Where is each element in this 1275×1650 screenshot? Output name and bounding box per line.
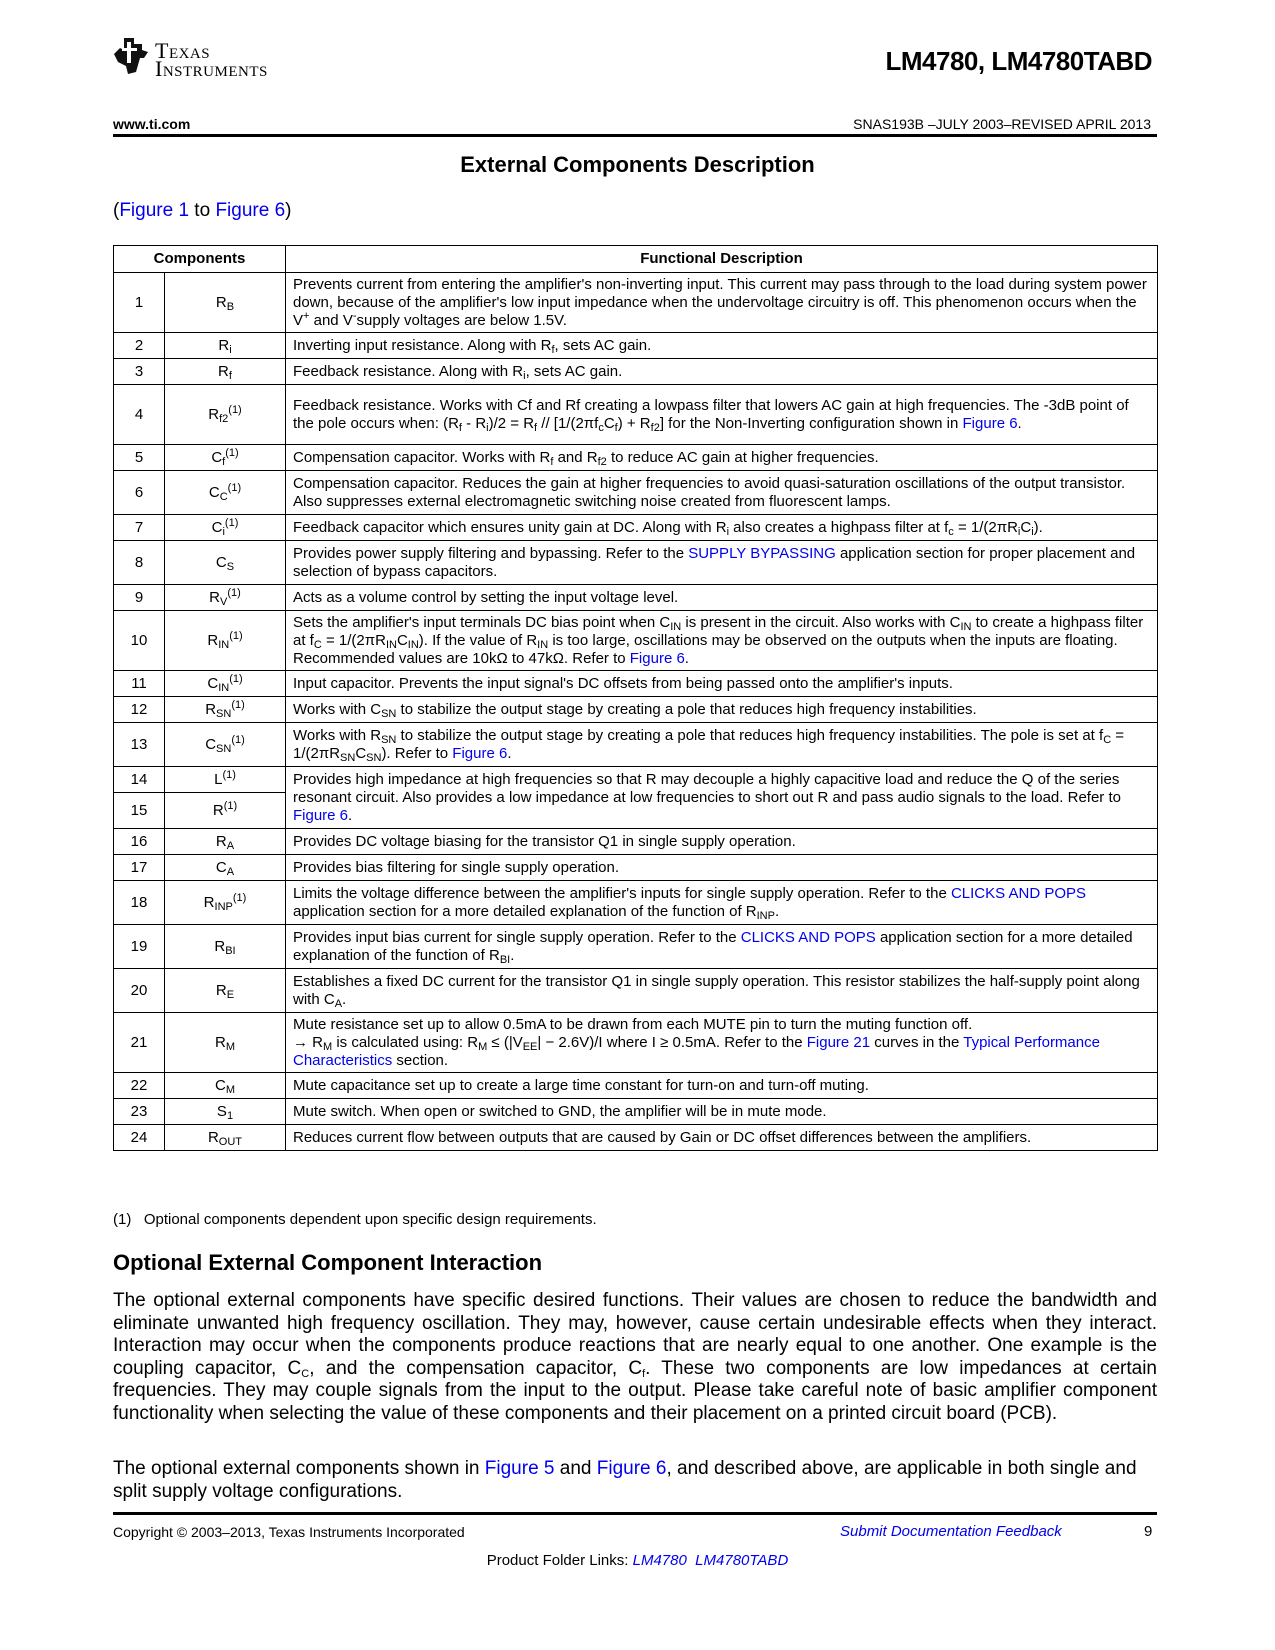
table-row xyxy=(114,333,1158,359)
component-symbol: $R_f$ xyxy=(165,359,286,385)
ti-logo-icon xyxy=(110,36,150,76)
header-rule xyxy=(113,134,1157,137)
page-number: 9 xyxy=(1144,1523,1153,1540)
table-row xyxy=(114,881,1158,925)
figure-6-link[interactable]: Figure 6 xyxy=(629,649,685,667)
row-number: 23 xyxy=(114,1099,165,1125)
row-number: 20 xyxy=(114,969,165,1013)
row-number: 5 xyxy=(114,445,165,471)
table-footnote: (1) Optional components dependent upon specific design requirements. xyxy=(113,1211,597,1228)
row-number: 9 xyxy=(114,585,165,611)
table-row xyxy=(114,1125,1158,1151)
row-description: Feedback resistance. Works with Cf and Rf creating a lowpass filter that lowers AC gain at high frequencies. The -3dB point of the pole occurs when: $(R_f - R_i)/2 = R_f // [1/(2\pi f_cC_f) + R_{f2}]$ for the Non-Inverting configuration shown in Figure 6. xyxy=(286,385,1158,445)
row-description: Provides power supply filtering and bypassing. Refer to the SUPPLY BYPASSING application section for proper placement and selection of bypass capacitors. xyxy=(286,541,1158,585)
row-number: 22 xyxy=(114,1073,165,1099)
component-symbol: $L^{(1)}$ xyxy=(165,767,286,793)
component-symbol: $C_S$ xyxy=(165,541,286,585)
component-symbol: $C_{SN}^{(1)}$ xyxy=(165,723,286,767)
row-description: Compensation capacitor. Reduces the gain at higher frequencies to avoid quasi-saturation oscillations of the output transistor. Also suppresses external electromagnetic switching noise created from fluorescent lamps. xyxy=(286,471,1158,515)
lm4780-link[interactable]: LM4780 xyxy=(632,1552,687,1569)
figure-6-link[interactable]: Figure 6 xyxy=(215,200,286,221)
row-description: Input capacitor. Prevents the input signal's DC offsets from being passed onto the amplifier's inputs. xyxy=(286,671,1158,697)
component-symbol: $C_i^{(1)}$ xyxy=(165,515,286,541)
table-row xyxy=(114,515,1158,541)
component-symbol: $C_C^{(1)}$ xyxy=(165,471,286,515)
row-number: 15 xyxy=(114,793,165,829)
document-id: LM4780, LM4780TABD xyxy=(885,46,1152,76)
row-description: Mute switch. When open or switched to GND, the amplifier will be in mute mode. xyxy=(286,1099,1158,1125)
component-symbol: $R_A$ xyxy=(165,829,286,855)
component-symbol: $R_{IN}^{(1)}$ xyxy=(165,611,286,671)
figure-21-link[interactable]: Figure 21 xyxy=(806,1033,871,1051)
table-row xyxy=(114,541,1158,585)
row-number: 2 xyxy=(114,333,165,359)
feedback-link[interactable]: Submit Documentation Feedback xyxy=(840,1523,1062,1540)
para2-text-c: , and described above, are applicable in both single and split supply voltage configurations. xyxy=(113,1458,1137,1502)
row-description: Provides DC voltage biasing for the transistor Q1 in single supply operation. xyxy=(286,829,1158,855)
typical-performance-link[interactable]: Typical Performance Characteristics xyxy=(293,1033,1100,1069)
component-symbol: $R_B$ xyxy=(165,273,286,333)
table-row xyxy=(114,611,1158,671)
component-symbol: $R_{OUT}$ xyxy=(165,1125,286,1151)
row-number: 21 xyxy=(114,1013,165,1073)
row-number: 16 xyxy=(114,829,165,855)
component-symbol: $C_M$ xyxy=(165,1073,286,1099)
row-description: Feedback capacitor which ensures unity gain at DC. Along with $R_i$ also creates a highpass filter at $f_c = 1/(2\pi R_iC_i)$. xyxy=(286,515,1158,541)
figure-5-link[interactable]: Figure 5 xyxy=(484,1458,555,1479)
logo-line-2: Instruments xyxy=(155,56,268,81)
clicks-and-pops-link[interactable]: CLICKS AND POPS xyxy=(740,928,876,946)
table-row xyxy=(114,969,1158,1013)
table-row xyxy=(114,697,1158,723)
table-row xyxy=(114,671,1158,697)
component-symbol: $C_A$ xyxy=(165,855,286,881)
table-header-row xyxy=(114,246,1158,273)
row-number: 19 xyxy=(114,925,165,969)
row-number: 12 xyxy=(114,697,165,723)
row-description: Mute capacitance set up to create a large time constant for turn-on and turn-off muting. xyxy=(286,1073,1158,1099)
figure-6-link[interactable]: Figure 6 xyxy=(596,1458,667,1479)
row-description: Provides bias filtering for single supply operation. xyxy=(286,855,1158,881)
row-description: Feedback resistance. Along with $R_i$, sets AC gain. xyxy=(286,359,1158,385)
table-row xyxy=(114,1073,1158,1099)
table-row xyxy=(114,359,1158,385)
table-row xyxy=(114,585,1158,611)
table-row xyxy=(114,445,1158,471)
row-description: Reduces current flow between outputs that are caused by Gain or DC offset differences between the amplifiers. xyxy=(286,1125,1158,1151)
paren-close: ) xyxy=(285,200,292,221)
row-number: 7 xyxy=(114,515,165,541)
table-row xyxy=(114,273,1158,333)
section-title: External Components Description xyxy=(460,152,815,177)
col-components: Components xyxy=(114,246,286,273)
row-description: Acts as a volume control by setting the input voltage level. xyxy=(286,585,1158,611)
component-symbol: $R_V^{(1)}$ xyxy=(165,585,286,611)
table-row xyxy=(114,855,1158,881)
supply-bypassing-link[interactable]: SUPPLY BYPASSING xyxy=(688,544,836,562)
component-symbol: $C_{IN}^{(1)}$ xyxy=(165,671,286,697)
row-description: Works with $C_{SN}$ to stabilize the output stage by creating a pole that reduces high frequency instabilities. xyxy=(286,697,1158,723)
paragraph-configurations xyxy=(113,1458,1157,1503)
subheading: Optional External Component Interaction xyxy=(113,1250,543,1275)
revision-info: SNAS193B –JULY 2003–REVISED APRIL 2013 xyxy=(853,116,1151,132)
component-symbol: $R_i$ xyxy=(165,333,286,359)
figure-1-link[interactable]: Figure 1 xyxy=(119,200,190,221)
component-symbol: $R_{BI}$ xyxy=(165,925,286,969)
clicks-and-pops-link[interactable]: CLICKS AND POPS xyxy=(950,884,1087,902)
row-number: 14 xyxy=(114,767,165,793)
table-row xyxy=(114,723,1158,767)
component-symbol: $R_M$ xyxy=(165,1013,286,1073)
row-description: Establishes a fixed DC current for the transistor Q1 in single supply operation. This resistor stabilizes the half-supply point along with $C_A$. xyxy=(286,969,1158,1013)
row-number: 6 xyxy=(114,471,165,515)
component-symbol: $R_{SN}^{(1)}$ xyxy=(165,697,286,723)
folder-label: Product Folder Links: xyxy=(486,1552,633,1569)
copyright: Copyright © 2003–2013, Texas Instruments Incorporated xyxy=(113,1524,465,1540)
component-symbol: $R_E$ xyxy=(165,969,286,1013)
logo-line-1: Texas xyxy=(155,38,211,63)
paragraph-interaction: The optional external components have specific desired functions. Their values are chosen to reduce the bandwidth and eliminate unwanted high frequency oscillation. They may, however, cause certain undesirable effects when they interact. Interaction may occur when the components produce reactions that are nearly equal to one another. One example is the coupling capacitor, $C_C$, and the compensation capacitor, $C_f$. These two components are low impedances at certain frequencies. They may couple signals from the input to the output. Please take careful note of basic amplifier component functionality when selecting the value of these components and their placement on a printed circuit board (PCB). xyxy=(113,1290,1157,1424)
row-number: 4 xyxy=(114,385,165,445)
row-description: Inverting input resistance. Along with $R_f$, sets AC gain. xyxy=(286,333,1158,359)
col-description: Functional Description xyxy=(286,246,1158,273)
row-number: 24 xyxy=(114,1125,165,1151)
row-description: Provides high impedance at high frequencies so that R may decouple a highly capacitive load and reduce the Q of the series resonant circuit. Also provides a low impedance at low frequencies to short out R and pass audio signals to the load. Refer to Figure 6. xyxy=(286,767,1158,829)
paren-open: ( xyxy=(113,200,120,221)
component-symbol: $C_f^{(1)}$ xyxy=(165,445,286,471)
row-number: 11 xyxy=(114,671,165,697)
table-row xyxy=(114,925,1158,969)
product-folder-links xyxy=(0,1552,1275,1569)
component-symbol: $R^{(1)}$ xyxy=(165,793,286,829)
table-row xyxy=(114,471,1158,515)
ti-logo[interactable] xyxy=(110,36,310,86)
figure-range xyxy=(113,200,291,222)
components-table xyxy=(113,245,1158,1151)
row-description: Works with $R_{SN}$ to stabilize the output stage by creating a pole that reduces high frequency instabilities. The pole is set at $f_C = 1/(2\pi R_{SN}C_{SN})$. Refer to Figure 6. xyxy=(286,723,1158,767)
lm4780tabd-link[interactable]: LM4780TABD xyxy=(695,1552,789,1569)
para2-text-b: and xyxy=(554,1458,597,1479)
website-link[interactable]: www.ti.com xyxy=(113,116,191,132)
table-row xyxy=(114,767,1158,793)
row-number: 3 xyxy=(114,359,165,385)
row-number: 17 xyxy=(114,855,165,881)
component-symbol: $R_{f2}^{(1)}$ xyxy=(165,385,286,445)
figure-6-link[interactable]: Figure 6 xyxy=(452,744,508,762)
row-description: Provides input bias current for single supply operation. Refer to the CLICKS AND POPS application section for a more detailed explanation of the function of $R_{BI}$. xyxy=(286,925,1158,969)
footer-rule xyxy=(113,1512,1157,1515)
component-symbol: $R_{INP}^{(1)}$ xyxy=(165,881,286,925)
table-row xyxy=(114,1099,1158,1125)
table-row xyxy=(114,829,1158,855)
row-description: Prevents current from entering the amplifier's non-inverting input. This current may pass through to the load during system power down, because of the amplifier's low input impedance when the undervoltage circuitry is off. This phenomenon occurs when the V+ and V-supply voltages are below 1.5V. xyxy=(286,273,1158,333)
row-number: 10 xyxy=(114,611,165,671)
row-number: 18 xyxy=(114,881,165,925)
para2-text-a: The optional external components shown in xyxy=(113,1458,485,1479)
row-description: Mute resistance set up to allow 0.5mA to be drawn from each MUTE pin to turn the muting function off. → $R_M$ is calculated using: $R_M \le (|V_{EE}| - 2.6V)/I$ where I ≥ 0.5mA. Refer to the Figure 21 curves in the Typical Performance Characteristics section. xyxy=(286,1013,1158,1073)
row-number: 13 xyxy=(114,723,165,767)
row-description: Sets the amplifier's input terminals DC bias point when $C_{IN}$ is present in the circuit. Also works with $C_{IN}$ to create a highpass filter at $f_C = 1/(2\pi R_{IN}C_{IN})$. If the value of $R_{IN}$ is too large, oscillations may be observed on the outputs when the inputs are floating. Recommended values are 10kΩ to 47kΩ. Refer to Figure 6. xyxy=(286,611,1158,671)
row-description: Limits the voltage difference between the amplifier's inputs for single supply operation. Refer to the CLICKS AND POPS application section for a more detailed explanation of the function of $R_{INP}$. xyxy=(286,881,1158,925)
table-row xyxy=(114,1013,1158,1073)
figure-range-sep: to xyxy=(189,200,216,221)
figure-6-link[interactable]: Figure 6 xyxy=(293,806,349,824)
table-row xyxy=(114,385,1158,445)
row-number: 8 xyxy=(114,541,165,585)
row-number: 1 xyxy=(114,273,165,333)
figure-6-link[interactable]: Figure 6 xyxy=(962,414,1018,432)
component-symbol: $S_1$ xyxy=(165,1099,286,1125)
row-description: Compensation capacitor. Works with $R_f$ and $R_{f2}$ to reduce AC gain at higher frequencies. xyxy=(286,445,1158,471)
